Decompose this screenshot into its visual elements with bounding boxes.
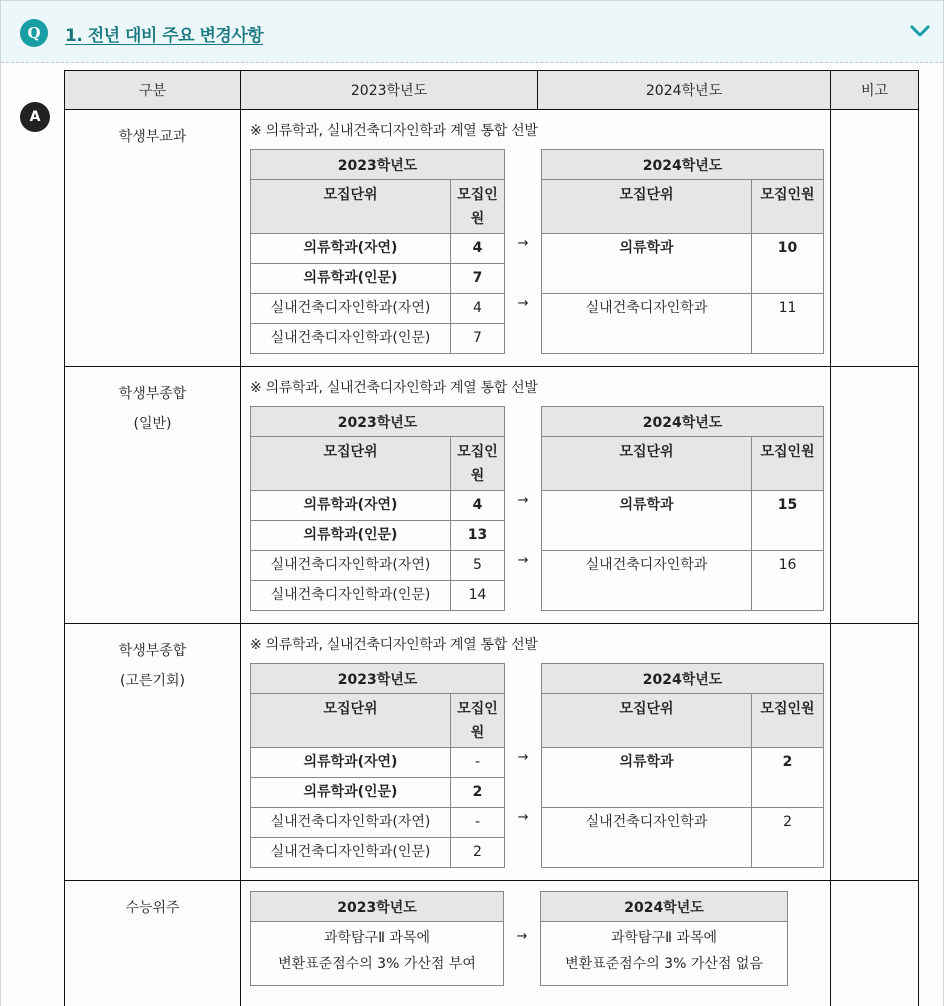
arrow-icon: → [516, 929, 528, 944]
unit-count: 5 [451, 551, 505, 581]
unit-count: 2 [752, 808, 824, 868]
unit-count: 11 [752, 294, 824, 354]
table-row [65, 881, 919, 1006]
list-item [251, 808, 505, 838]
unit-count: - [451, 748, 505, 778]
unit-count: 16 [752, 551, 824, 611]
list-item [251, 748, 505, 778]
unit-count: 7 [451, 264, 505, 294]
content-cell [241, 110, 831, 367]
remark-cell [831, 110, 919, 367]
arrow-icon: → [517, 493, 529, 508]
unit-name: 의류학과(인문) [251, 264, 451, 294]
unit-name: 의류학과(자연) [251, 491, 451, 521]
col-unit: 모집단위 [251, 180, 451, 234]
header-2024: 2024학년도 [538, 71, 831, 110]
list-item [251, 234, 505, 264]
list-item [542, 808, 824, 868]
unit-count: 14 [451, 581, 505, 611]
unit-count: 13 [451, 521, 505, 551]
category-cell [65, 624, 241, 881]
category-sublabel: (일반) [133, 416, 172, 432]
table-2023 [250, 891, 504, 986]
note-text: ※ 의류학과, 실내건축디자인학과 계열 통합 선발 [250, 380, 538, 396]
arrow-icon: → [517, 236, 529, 251]
description-line: 과학탐구Ⅱ 과목에 [323, 930, 430, 946]
list-item [542, 551, 824, 611]
sub-title-2024: 2024학년도 [541, 892, 788, 922]
list-item [542, 294, 824, 354]
category-label: 학생부종합 [118, 643, 187, 659]
list-item [542, 234, 824, 294]
note-text: ※ 의류학과, 실내건축디자인학과 계열 통합 선발 [250, 637, 538, 653]
sub-title-2024: 2024학년도 [542, 150, 824, 180]
col-count: 모집인원 [752, 437, 824, 491]
table-row [65, 624, 919, 881]
col-unit: 모집단위 [251, 437, 451, 491]
comparison [250, 406, 822, 611]
table-2023 [250, 663, 505, 868]
list-item [542, 748, 824, 808]
unit-count: - [451, 808, 505, 838]
table-row [65, 367, 919, 624]
unit-count: 4 [451, 234, 505, 264]
question-header[interactable] [1, 1, 943, 63]
unit-name: 실내건축디자인학과 [542, 808, 752, 868]
table-2023 [250, 406, 505, 611]
content-cell [241, 624, 831, 881]
col-count: 모집인원 [451, 180, 505, 234]
unit-name: 의류학과 [542, 748, 752, 808]
remark-cell [831, 624, 919, 881]
unit-count: 4 [451, 294, 505, 324]
list-item [251, 491, 505, 521]
unit-name: 의류학과 [542, 234, 752, 294]
question-title-link[interactable]: 1. 전년 대비 주요 변경사항 [65, 26, 264, 46]
unit-count: 2 [752, 748, 824, 808]
unit-count: 10 [752, 234, 824, 294]
header-remark: 비고 [831, 71, 919, 110]
list-item [251, 838, 505, 868]
table-row [65, 110, 919, 367]
category-cell [65, 881, 241, 1006]
header-category: 구분 [65, 71, 241, 110]
unit-count: 7 [451, 324, 505, 354]
description-line: 과학탐구Ⅱ 과목에 [610, 930, 717, 946]
unit-name: 의류학과(자연) [251, 748, 451, 778]
category-label: 학생부종합 [118, 386, 187, 402]
unit-name: 의류학과 [542, 491, 752, 551]
table-2024 [541, 149, 824, 354]
arrow-icon: → [517, 810, 529, 825]
sub-title-2024: 2024학년도 [542, 407, 824, 437]
unit-count: 4 [451, 491, 505, 521]
list-item [251, 581, 505, 611]
description [251, 922, 504, 986]
unit-name: 실내건축디자인학과(인문) [251, 324, 451, 354]
unit-name: 실내건축디자인학과(자연) [251, 808, 451, 838]
unit-count: 2 [451, 778, 505, 808]
col-unit: 모집단위 [542, 180, 752, 234]
comparison [250, 891, 822, 986]
col-count: 모집인원 [752, 694, 824, 748]
header-2023: 2023학년도 [241, 71, 538, 110]
list-item [251, 324, 505, 354]
unit-name: 실내건축디자인학과(자연) [251, 551, 451, 581]
comparison [250, 663, 822, 868]
description-line: 변환표준점수의 3% 가산점 없음 [565, 956, 763, 972]
list-item [251, 551, 505, 581]
list-item [542, 491, 824, 551]
sub-title-2023: 2023학년도 [251, 664, 505, 694]
chevron-down-icon[interactable] [909, 23, 931, 39]
unit-name: 실내건축디자인학과(자연) [251, 294, 451, 324]
category-cell [65, 367, 241, 624]
sub-title-2023: 2023학년도 [251, 892, 504, 922]
table-2024 [541, 406, 824, 611]
unit-name: 의류학과(인문) [251, 778, 451, 808]
arrow-icon: → [517, 750, 529, 765]
comparison [250, 149, 822, 354]
unit-name: 실내건축디자인학과 [542, 551, 752, 611]
category-label: 수능위주 [125, 900, 180, 916]
arrow-icon: → [517, 296, 529, 311]
table-2023 [250, 149, 505, 354]
remark-cell [831, 881, 919, 1006]
list-item [251, 294, 505, 324]
unit-name: 의류학과(자연) [251, 234, 451, 264]
unit-name: 의류학과(인문) [251, 521, 451, 551]
unit-name: 실내건축디자인학과 [542, 294, 752, 354]
unit-name: 실내건축디자인학과(인문) [251, 581, 451, 611]
col-count: 모집인원 [451, 694, 505, 748]
content-cell [241, 367, 831, 624]
list-item [251, 521, 505, 551]
description [541, 922, 788, 986]
note-text: ※ 의류학과, 실내건축디자인학과 계열 통합 선발 [250, 123, 538, 139]
table-header-row [65, 71, 919, 110]
unit-count: 15 [752, 491, 824, 551]
col-count: 모집인원 [752, 180, 824, 234]
category-sublabel: (고른기회) [119, 673, 186, 689]
q-badge: Q [20, 19, 48, 47]
unit-name: 실내건축디자인학과(인문) [251, 838, 451, 868]
col-unit: 모집단위 [542, 694, 752, 748]
col-unit: 모집단위 [251, 694, 451, 748]
category-label: 학생부교과 [118, 129, 187, 145]
changes-table [64, 70, 919, 1006]
category-cell [65, 110, 241, 367]
list-item [251, 264, 505, 294]
sub-title-2023: 2023학년도 [251, 150, 505, 180]
content-cell [241, 881, 831, 1006]
list-item [251, 778, 505, 808]
table-2024 [540, 891, 788, 986]
unit-count: 2 [451, 838, 505, 868]
description-line: 변환표준점수의 3% 가산점 부여 [278, 956, 476, 972]
sub-title-2024: 2024학년도 [542, 664, 824, 694]
a-badge: A [20, 102, 50, 132]
col-unit: 모집단위 [542, 437, 752, 491]
sub-title-2023: 2023학년도 [251, 407, 505, 437]
col-count: 모집인원 [451, 437, 505, 491]
remark-cell [831, 367, 919, 624]
table-2024 [541, 663, 824, 868]
arrow-icon: → [517, 553, 529, 568]
